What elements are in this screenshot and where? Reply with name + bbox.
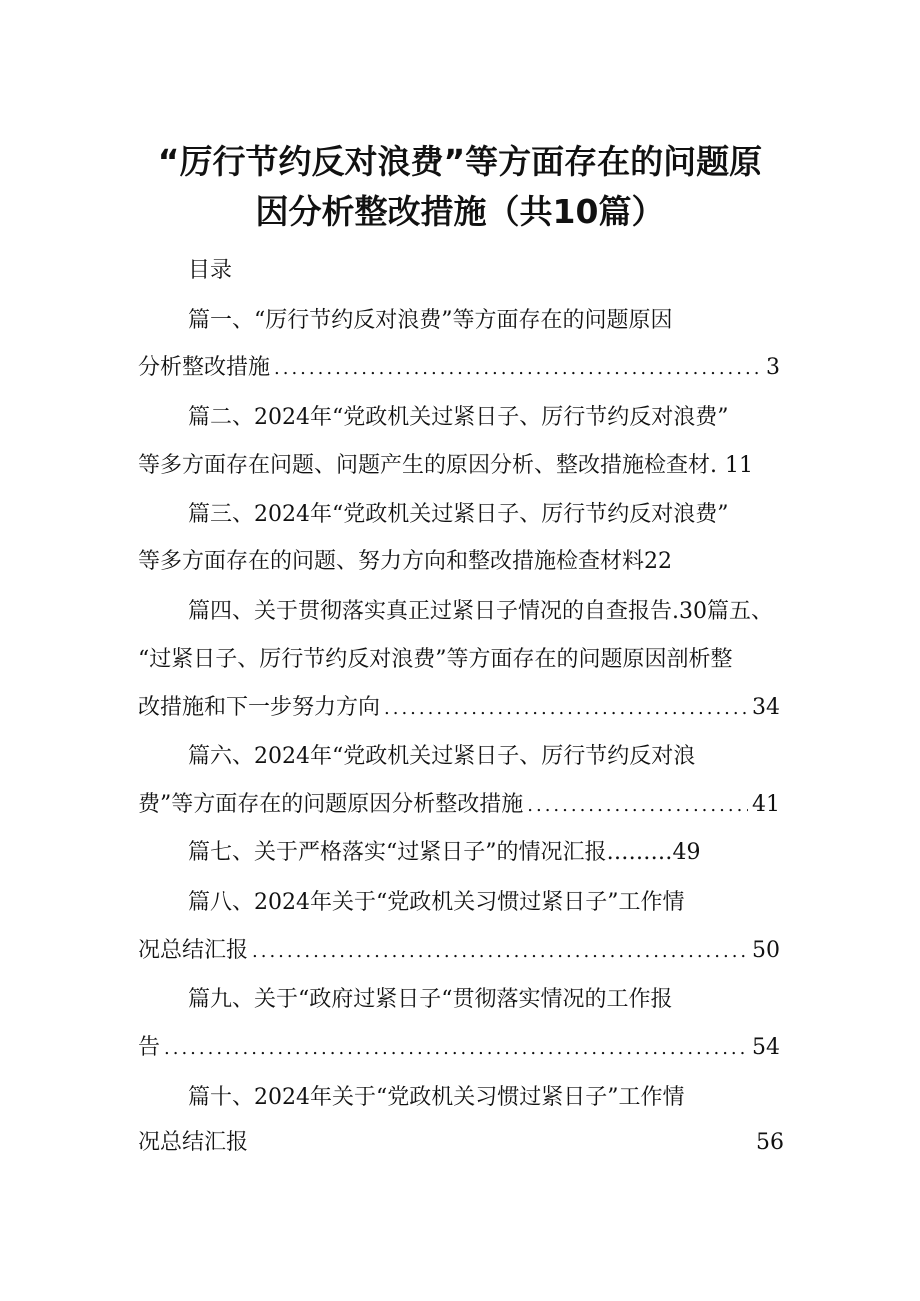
toc-entry-10-line-2: 况总结汇报 <box>138 1130 249 1155</box>
toc-entry-2-text: 等多方面存在问题、问题产生的原因分析、整改措施检查材. <box>138 453 717 478</box>
toc-entry-3-line-1: 篇三、2024年“党政机关过紧日子、厉行节约反对浪费” <box>188 502 729 527</box>
toc-entry-2-line-2 <box>138 451 753 481</box>
toc-entry-4-leader <box>138 693 780 724</box>
toc-entry-6-page: 41 <box>752 792 780 817</box>
dot-leader <box>164 1034 748 1064</box>
toc-entry-6-line-1: 篇六、2024年“党政机关过紧日子、厉行节约反对浪 <box>188 744 696 769</box>
toc-entry-6-line-2: 费”等方面存在的问题原因分析整改措施 <box>138 792 524 817</box>
dot-leader <box>527 791 748 821</box>
toc-entry-9-line-1: 篇九、关于“政府过紧日子“贯彻落实情况的工作报 <box>188 987 673 1012</box>
toc-entry-4-line-3: 改措施和下一步努力方向 <box>138 695 381 720</box>
toc-entry-6-leader <box>138 790 780 821</box>
document-title-line-1: “厉行节约反对浪费”等方面存在的问题原 <box>157 142 763 181</box>
toc-entry-2-line-1: 篇二、2024年“党政机关过紧日子、厉行节约反对浪费” <box>188 405 729 430</box>
toc-entry-8-line-1: 篇八、2024年关于“党政机关习惯过紧日子”工作情 <box>188 890 685 915</box>
dot-leader <box>274 354 762 384</box>
toc-entry-8-line-2: 况总结汇报 <box>138 938 249 963</box>
toc-entry-1-line-2: 分析整改措施 <box>138 355 271 380</box>
dot-leader <box>252 937 748 967</box>
toc-entry-4-line-1: 篇四、关于贯彻落实真正过紧日子情况的自查报告.30篇五、 <box>188 599 773 624</box>
toc-entry-7-line-1: 篇七、关于严格落实“过紧日子”的情况汇报………49 <box>188 840 701 865</box>
toc-entry-8-leader <box>138 936 780 967</box>
toc-entry-10-line-1: 篇十、2024年关于“党政机关习惯过紧日子”工作情 <box>188 1085 685 1110</box>
toc-entry-1-line-1: 篇一、“厉行节约反对浪费”等方面存在的问题原因 <box>188 308 673 333</box>
toc-entry-1-page: 3 <box>766 355 780 380</box>
toc-entry-3-line-2: 等多方面存在的问题、努力方向和整改措施检查材料22 <box>138 549 672 574</box>
toc-heading: 目录 <box>188 258 233 283</box>
toc-entry-9-page: 54 <box>752 1035 780 1060</box>
dot-leader <box>384 694 748 724</box>
toc-entry-9-leader <box>138 1033 780 1064</box>
toc-entry-8-page: 50 <box>752 938 780 963</box>
toc-entry-10-page: 56 <box>756 1130 784 1155</box>
toc-entry-1-leader <box>138 353 780 384</box>
toc-entry-9-line-2: 告 <box>138 1035 161 1060</box>
toc-entry-2-page: 11 <box>725 453 753 478</box>
document-title-line-2: 因分析整改措施（共10篇） <box>255 192 665 231</box>
toc-entry-4-line-2: “过紧日子、厉行节约反对浪费”等方面存在的问题原因剖析整 <box>138 647 733 672</box>
toc-entry-4-page: 34 <box>752 695 780 720</box>
